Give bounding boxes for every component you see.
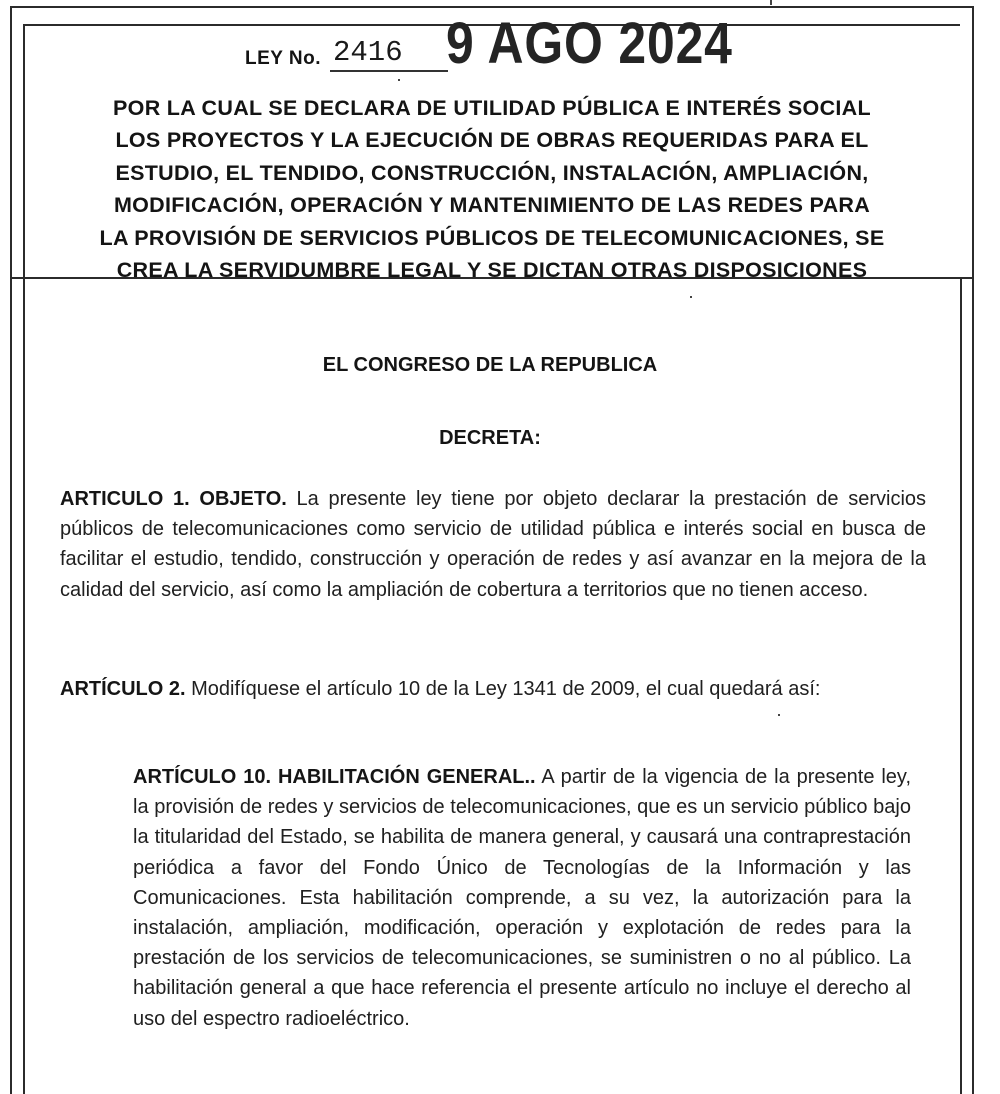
decreta-heading: DECRETA: [439, 427, 541, 449]
law-title-line: LA PROVISIÓN DE SERVICIOS PÚBLICOS DE TELECOMUNICACIONES, SE [99, 225, 885, 250]
law-title [40, 92, 944, 286]
frame-left-outer-line [10, 6, 12, 1094]
frame-top-line [10, 6, 974, 8]
article-2-text: Modifíquese el artículo 10 de la Ley 1341 de 2009, el cual quedará así: [191, 678, 821, 700]
article-10 [133, 762, 911, 1034]
law-title-line: ESTUDIO, EL TENDIDO, CONSTRUCCIÓN, INSTALACIÓN, AMPLIACIÓN, [115, 160, 869, 185]
article-1 [60, 484, 926, 605]
law-number-label: LEY No. [245, 48, 321, 69]
law-title-line: MODIFICACIÓN, OPERACIÓN Y MANTENIMIENTO DE LAS REDES PARA [113, 193, 871, 218]
article-10-heading: ARTÍCULO 10. HABILITACIÓN GENERAL.. [133, 766, 536, 788]
congress-heading: EL CONGRESO DE LA REPUBLICA [322, 354, 658, 376]
article-2 [60, 674, 926, 704]
law-title-line: POR LA CUAL SE DECLARA DE UTILIDAD PÚBLICA E INTERÉS SOCIAL [113, 96, 871, 120]
scan-speck [778, 714, 780, 716]
scan-speck [690, 296, 692, 298]
scan-speck [398, 79, 400, 81]
law-number: 2416 [333, 36, 403, 69]
article-2-heading: ARTÍCULO 2. [60, 678, 186, 700]
article-1-text: La presente ley tiene por objeto declarar la prestación de servicios públicos de telecomunicaciones como servicio de utilidad pública e interés social en busca de facilitar el estudio, tendido, construcción y operación de redes y así avanzar en la mejora de la calidad del servicio, así como la ampliación de cobertura a territorios que no tienen acceso. [60, 488, 927, 601]
frame-right-outer-line [972, 6, 974, 1094]
frame-left-inner-line [23, 24, 25, 1094]
law-title-line: CREA LA SERVIDUMBRE LEGAL Y SE DICTAN OTRAS DISPOSICIONES [116, 258, 868, 283]
scan-speck [770, 0, 772, 5]
article-1-heading: ARTICULO 1. OBJETO. [60, 488, 287, 510]
law-number-underline [330, 70, 448, 72]
date-stamp: 9 AGO 2024 [446, 11, 733, 76]
law-title-line: LOS PROYECTOS Y LA EJECUCIÓN DE OBRAS REQUERIDAS PARA EL [115, 128, 869, 153]
article-10-text: A partir de la vigencia de la presente ley, la provisión de redes y servicios de telecomunicaciones, que es un servicio público bajo la titularidad del Estado, se habilita de manera general, y causará una contraprestación periódica a favor del Fondo Único de Tecnologías de la Información y las Comunicaciones. Esta habilitación comprende, a su vez, la autorización para la instalación, ampliación, modificación, operación y explotación de redes para la prestación de los servicios de telecomunicaciones, se suministren o no al público. La habilitación general a que hace referencia el presente artículo no incluye el derecho al uso del espectro radioeléctrico. [133, 766, 912, 1030]
frame-right-inner-line [960, 278, 962, 1094]
